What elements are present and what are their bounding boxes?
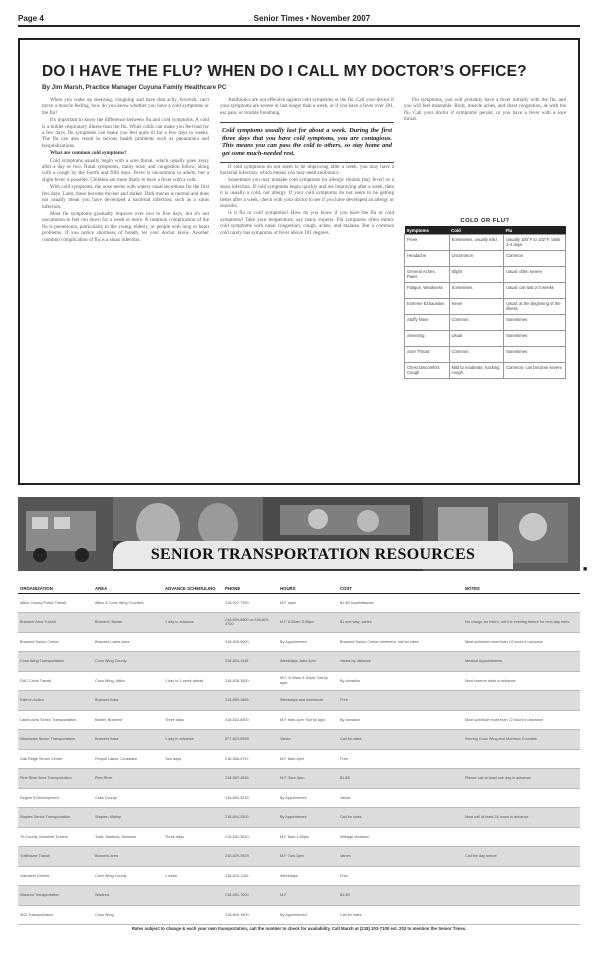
pull-quote: Cold symptoms usually last for about a week. During the first three days that you have cold symptoms, you are contagious. This means you can pass the cold to others, so stay home and get some much-needed rest. — [220, 122, 394, 162]
table-cell — [433, 827, 463, 847]
table-row — [18, 769, 580, 789]
table-row — [18, 710, 580, 730]
table-row — [18, 671, 580, 691]
table-cell: Wadena — [93, 886, 163, 906]
table-cell: Varies — [338, 847, 433, 867]
table-cell: 1 day in advance — [163, 613, 223, 633]
table-cell: Crow Wing — [93, 905, 163, 925]
table-row — [18, 886, 580, 906]
table-cell — [433, 769, 463, 789]
table-cell: Brainerd, Baxter — [93, 613, 163, 633]
column-header: AREA — [93, 580, 163, 593]
table-cell: Call for rates — [338, 730, 433, 750]
table-cell: 218-568-4747 — [223, 749, 278, 769]
table-caption: COLD OR FLU? — [460, 218, 510, 224]
table-cell: Faith in Action — [18, 691, 93, 711]
table-cell: Please call at least one day in advance — [463, 769, 580, 789]
publication-title: Senior Times • November 2007 — [253, 13, 371, 23]
table-cell: 218-829-8900 or 218-829-4700 — [223, 613, 278, 633]
table-cell — [463, 788, 580, 808]
table-cell — [463, 827, 580, 847]
table-cell: Todd, Wadena, Morrison — [93, 827, 163, 847]
table-cell: Medical Appointments — [463, 652, 580, 672]
article-column-1 — [42, 97, 209, 477]
table-cell — [163, 691, 223, 711]
table-cell: 218-631-7600 — [223, 886, 278, 906]
column-header — [433, 580, 463, 593]
table-row — [18, 808, 580, 828]
table-cell: 218-855-1655 — [223, 691, 278, 711]
column-header: COST — [338, 580, 433, 593]
table-cell: M-F — [278, 886, 338, 906]
table-cell: Oak Ridge Senior Center — [18, 749, 93, 769]
table-cell: By Appointment — [278, 788, 338, 808]
table-cell: Brainerd Area Transit — [18, 613, 93, 633]
table-cell: M-F, 8am-5pm — [278, 769, 338, 789]
table-cell: Sneezing — [405, 331, 450, 347]
table-cell: 218-829-5600 — [223, 632, 278, 652]
table-cell: Region 5 Development — [18, 788, 93, 808]
subheading: What are common cold symptoms? — [50, 150, 127, 157]
table-cell: Usual; can last 2-3 weeks — [504, 283, 566, 299]
table-row — [405, 267, 566, 283]
table-cell: Three days — [163, 827, 223, 847]
table-cell — [463, 749, 580, 769]
table-cell: Usual; at the beginning of the illness — [504, 299, 566, 315]
table-cell: Brainerd Senior Center — [18, 632, 93, 652]
banner-title: SENIOR TRANSPORTATION RESOURCES — [150, 546, 476, 563]
table-cell: M-F 8am-4:30pm — [278, 827, 338, 847]
table-cell: Three days — [163, 710, 223, 730]
table-cell: Baxter, Brainerd — [93, 710, 163, 730]
cold-or-flu-table — [404, 218, 566, 379]
table-cell — [433, 671, 463, 691]
table-cell: Chest Discomfort, Cough — [405, 363, 450, 379]
table-row — [18, 905, 580, 925]
table-cell: By Appointment — [278, 808, 338, 828]
table-cell: Call for rates — [338, 905, 433, 925]
table-cell — [433, 788, 463, 808]
table-cell: Sometimes — [504, 331, 566, 347]
table-row — [405, 283, 566, 299]
table-cell: Fatigue, Weakness — [405, 283, 450, 299]
table-cell: Common — [504, 251, 566, 267]
table-cell: $1-$5 — [338, 769, 433, 789]
table-cell — [433, 808, 463, 828]
table-cell: General Aches, Pains — [405, 267, 450, 283]
table-cell — [433, 905, 463, 925]
table-row — [18, 847, 580, 867]
table-cell: Free — [338, 749, 433, 769]
table-cell: By donation — [338, 671, 433, 691]
table-cell: Must schedule more than 72 hours in advance — [463, 710, 580, 730]
table-cell: Sometimes — [504, 347, 566, 363]
table-row — [405, 251, 566, 267]
page-number: Page 4 — [18, 13, 44, 23]
table-row — [405, 235, 566, 251]
table-row — [18, 593, 580, 613]
table-cell: Free — [338, 691, 433, 711]
paragraph: Antibiotics are not effective against cold symptoms or the flu. Call your doctor if your symptoms are severe or last longer than a week, or if you have a fever over 101, ear pain, or trouble breathing. — [220, 97, 394, 116]
table-cell: Staples Senior Transportation — [18, 808, 93, 828]
table-cell: Sore Throat — [405, 347, 450, 363]
article-byline: By Jim Marsh, Practice Manager Cuyuna Family Healthcare PC — [42, 84, 227, 91]
page-header — [18, 11, 580, 27]
table-cell: 1 day to 1 week ahead — [163, 671, 223, 691]
column-header: Cold — [449, 226, 504, 235]
table-cell: No charge for riders; call the evening before for next-day rides — [463, 613, 580, 633]
table-cell: Fever — [405, 235, 450, 251]
table-row — [18, 632, 580, 652]
table-cell: Mild to moderate; hacking cough — [449, 363, 504, 379]
table-cell: Stuffy Nose — [405, 315, 450, 331]
table-cell: 218-828-3900 — [223, 671, 278, 691]
table-cell: Minnesota Senior Transportation — [18, 730, 93, 750]
table-cell — [433, 847, 463, 867]
table-cell: M-F 9am-4pm; Sat by appt — [278, 710, 338, 730]
article-column-2 — [220, 97, 394, 477]
table-cell — [463, 593, 580, 613]
table-cell: Serving Crow Wing and Morrison Counties — [463, 730, 580, 750]
table-cell — [433, 593, 463, 613]
table-row — [18, 827, 580, 847]
table-cell: By Appointment — [278, 632, 338, 652]
article-column-3 — [404, 97, 566, 217]
table-cell — [463, 905, 580, 925]
table-cell: 1 week — [163, 866, 223, 886]
paragraph: It's important to know the difference between flu and cold symptoms. A cold is a milder respiratory illness than the flu. While colds can make you feel bad for a few days, flu symptoms can make you feel quite ill for a few days to weeks. The flu can also result in serious health problems such as pneumonia and hospitalizations. — [42, 117, 209, 149]
paragraph: Is it flu or cold symptoms? How do you know if you have the flu or cold symptoms? Take your temperature, say many experts. Flu symptoms often mimic cold symptoms with nasal congestion, cough, aches, and malaise. But a common cold rarely has symptoms of fever above 101 degrees. — [220, 210, 394, 236]
table-cell: Cass County — [93, 788, 163, 808]
table-cell — [433, 710, 463, 730]
table-row — [18, 749, 580, 769]
table-row — [18, 788, 580, 808]
column-header: ADVANCE SCHEDULING — [163, 580, 223, 593]
table-cell: Weekdays and weekends — [278, 691, 338, 711]
table-cell: Headache — [405, 251, 450, 267]
table-cell: Pequot Lakes, Crosslake — [93, 749, 163, 769]
table-cell — [163, 905, 223, 925]
table-cell: 218-894-3233 — [223, 788, 278, 808]
table-cell: Crow Wing County — [93, 866, 163, 886]
table-cell — [163, 593, 223, 613]
table-cell: Common; can become severe — [504, 363, 566, 379]
table-cell: Uncommon — [449, 251, 504, 267]
transportation-table — [18, 580, 580, 925]
table-cell: 218-894-2500 — [223, 808, 278, 828]
table-cell: Brainerd Area — [93, 730, 163, 750]
table-cell — [433, 866, 463, 886]
table-cell: By donation — [338, 710, 433, 730]
table-cell: Staples, Motley — [93, 808, 163, 828]
table-cell: 218-824-1140 — [223, 866, 278, 886]
table-cell: Two days — [163, 749, 223, 769]
table-cell: 218-587-4555 — [223, 769, 278, 789]
table-cell: M-F 7am-5pm — [278, 847, 338, 867]
transportation-banner — [18, 497, 580, 571]
table-cell: M-F, 8:30am-4:30pm; Sat by appt — [278, 671, 338, 691]
column-header: HOURS — [278, 580, 338, 593]
table-cell: Free — [338, 866, 433, 886]
table-cell — [433, 749, 463, 769]
table-cell: Brainerd Senior Center members; call for rates — [338, 632, 433, 652]
table-cell: Varies — [338, 788, 433, 808]
table-cell: Slight — [449, 267, 504, 283]
article-title: DO I HAVE THE FLU? WHEN DO I CALL MY DOCTOR’S OFFICE? — [42, 63, 527, 80]
paragraph: Flu symptoms, you will probably have a fever initially with the flu, and you will feel miserable. Body, muscle aches, and chest congestion, as with the flu. Call your doctor if symptoms persist, or you have a fever with a sore throat. — [404, 97, 566, 123]
table-cell: 218-824-1145 — [223, 652, 278, 672]
table-cell: Sometimes, usually mild — [449, 235, 504, 251]
table-cell: $1 one way; varies — [338, 613, 433, 633]
table-cell: $1-$3 — [338, 886, 433, 906]
column-header: ORGANIZATION — [18, 580, 93, 593]
paragraph: Sometimes you may mistake cold symptoms for allergic rhinitis (hay fever) or a sinus infection. If cold symptoms begin quickly and are improving after a week, then it is usually a cold, not allergy. If your cold symptoms do not seem to be getting better after a week, check with your doctor to see if you have developed an allergy or sinusitis. — [220, 177, 394, 210]
table-row — [405, 347, 566, 363]
table-cell: $1-$5 local/distance — [338, 593, 433, 613]
table-cell: Call the day before — [463, 847, 580, 867]
table-cell: Sometimes — [449, 283, 504, 299]
table-row — [405, 315, 566, 331]
table-cell: Pine River Area Transportation — [18, 769, 93, 789]
table-cell — [463, 886, 580, 906]
table-row — [18, 691, 580, 711]
column-header: Flu — [504, 226, 566, 235]
table-cell — [163, 652, 223, 672]
paragraph: Cold symptoms usually begin with a sore throat, which usually goes away after a day or two. Nasal symptoms, runny nose, and congestion follow, along with a cough by the fourth and fifth days. Fever is uncommon in adults, but a slight fever is possible. Children are more likely to have a fever with a cold. — [42, 157, 209, 183]
table-cell — [433, 613, 463, 633]
page-footer-note: Rates subject to change & each your own transportation, call the number to check for availability. Call Marsh at (218) 203-7100 ext. 202 to mention the Senior Times. — [131, 926, 467, 931]
table-row — [18, 652, 580, 672]
table-cell: Brainerd area — [93, 847, 163, 867]
table-cell: 218-631-3510 — [223, 827, 278, 847]
table-cell: Usual; often severe — [504, 267, 566, 283]
table-cell — [433, 886, 463, 906]
table-cell: Aitkin & Crow Wing Counties — [93, 593, 163, 613]
column-header: Symptoms — [405, 226, 450, 235]
table-cell: Must call at least 24 hours in advance — [463, 808, 580, 828]
table-cell — [163, 886, 223, 906]
table-cell: Weekdays — [278, 866, 338, 886]
table-cell — [163, 847, 223, 867]
table-cell: Brainerd Area — [93, 691, 163, 711]
banner-title-strip — [113, 541, 513, 569]
table-cell — [463, 866, 580, 886]
table-cell: Volunteer Drivers — [18, 866, 93, 886]
table-cell: Extreme Exhaustion — [405, 299, 450, 315]
paragraph: With cold symptoms, the nose teems with watery nasal secretions for the first few days. Later, these become thicker and darker. Dark mucus is normal and does not usually mean you have developed a bacterial infection, such as a sinus infection. — [42, 184, 209, 210]
table-cell: 1 day in advance — [163, 730, 223, 750]
table-cell: Mileage donation — [338, 827, 433, 847]
table-cell: Crow Wing Transportation — [18, 652, 93, 672]
table-cell: 218-927-7100 — [223, 593, 278, 613]
table-cell: Pine River — [93, 769, 163, 789]
table-cell: Must schedule more than 24 hours in advance — [463, 632, 580, 652]
table-cell: Common — [449, 347, 504, 363]
table-cell: 218-829-3929 — [223, 847, 278, 867]
table-cell: Usual — [449, 331, 504, 347]
table-cell: Call for rates — [338, 808, 433, 828]
table-cell: WCI Transportation — [18, 905, 93, 925]
table-cell: Weekdays, 8am-4pm — [278, 652, 338, 672]
table-cell: Usually 100°F to 102°F; lasts 3-4 days — [504, 235, 566, 251]
table-cell: 218-822-6500 — [223, 710, 278, 730]
table-cell: Never — [449, 299, 504, 315]
table-row — [405, 331, 566, 347]
table-cell: Aitkin County Public Transit — [18, 593, 93, 613]
table-cell: Common — [449, 315, 504, 331]
column-header: PHONE — [223, 580, 278, 593]
table-cell — [163, 788, 223, 808]
table-row — [405, 299, 566, 315]
paragraph: When you wake up sneezing, coughing and have that achy, feverish, can't move a muscle feeling, how do you know whether you have a cold symptoms or the flu? — [42, 97, 209, 116]
table-cell: Brainerd Lakes Area — [93, 632, 163, 652]
table-cell: Sometimes — [504, 315, 566, 331]
table-cell: Must reserve rides in advance — [463, 671, 580, 691]
table-cell: 877-823-9993 — [223, 730, 278, 750]
table-cell: M-F 8am-4pm — [278, 749, 338, 769]
flu-article — [18, 38, 580, 485]
table-cell: Trailblazer Transit — [18, 847, 93, 867]
table-cell — [163, 808, 223, 828]
table-cell: Wadena Transportation — [18, 886, 93, 906]
table-cell: Varies by distance — [338, 652, 433, 672]
table-cell: Crow Wing, Aitkin — [93, 671, 163, 691]
table-cell: M-F 6:30am-5:30pm — [278, 613, 338, 633]
table-cell — [163, 769, 223, 789]
table-cell — [433, 730, 463, 750]
table-cell — [433, 632, 463, 652]
table-cell: Crow Wing County — [93, 652, 163, 672]
table-cell — [433, 652, 463, 672]
table-row — [18, 866, 580, 886]
table-cell: Lakes Area Senior Transportation — [18, 710, 93, 730]
column-header: NOTES — [463, 580, 580, 593]
paragraph: If cold symptoms do not seem to be improving after a week, you may have a bacterial infection, which means you may need antibiotics. — [220, 163, 394, 176]
corner-mark: ■ — [583, 565, 588, 573]
table-cell: 218-829-1900 — [223, 905, 278, 925]
table-cell: Varies — [278, 730, 338, 750]
table-cell: DAC Circle Transit — [18, 671, 93, 691]
table-cell — [463, 691, 580, 711]
table-row — [18, 730, 580, 750]
table-row — [405, 363, 566, 379]
table-row — [18, 613, 580, 633]
table-cell: Tri-County Volunteer Drivers — [18, 827, 93, 847]
paragraph: Most flu symptoms gradually improve over two to five days, but it's not uncommon to feel run down for a week or more. A common complication of the flu is pneumonia, particularly in the young, elderly, or people with lung or heart problems. If you notice shortness of breath, let your doctor know. Another common complication of flu is a sinus infection. — [42, 210, 209, 243]
table-cell — [433, 691, 463, 711]
table-cell — [163, 632, 223, 652]
table-cell: By Appointment — [278, 905, 338, 925]
table-cell: M-F open — [278, 593, 338, 613]
